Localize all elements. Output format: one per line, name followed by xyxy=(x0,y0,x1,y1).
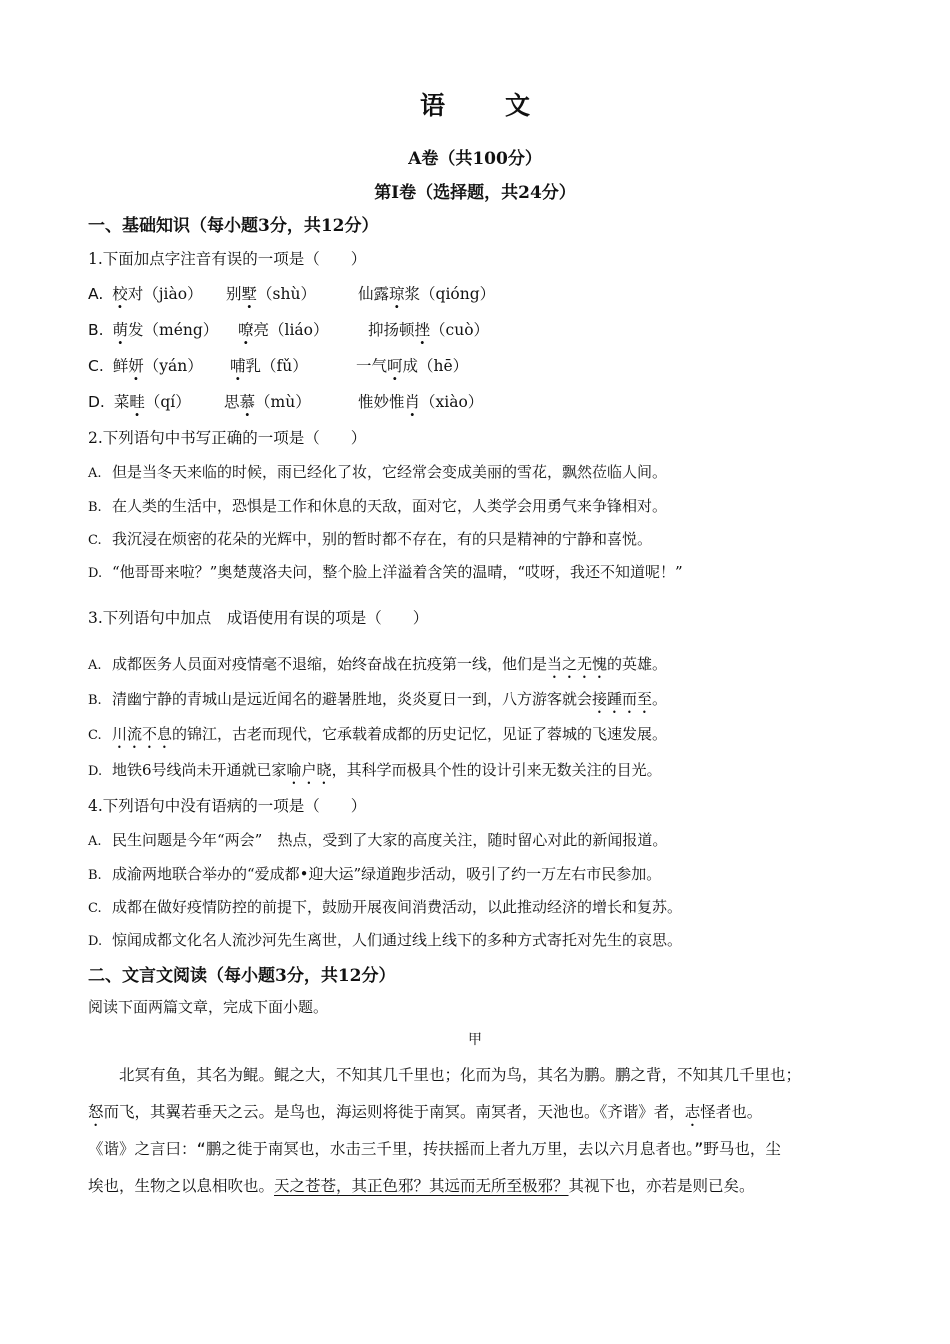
q2-option-b: B. 在人类的生活中，恐惧是工作和休息的天敌，面对它，人类学会用勇气来争锋相对。 xyxy=(88,497,668,515)
q2-option-d: D. “他哥哥来啦？”奥楚蔑洛夫问，整个脸上洋溢着含笑的温晴，“哎呀，我还不知道呢！” xyxy=(88,563,683,581)
q1-option-a-item-2: 别墅（shù） xyxy=(226,285,316,303)
question-4-stem: 4.下列语句中没有语病的一项是（ ） xyxy=(88,797,367,815)
q2-option-c: C. 我沉浸在烦密的花朵的光辉中，别的暂时都不存在，有的只是精神的宁静和喜悦。 xyxy=(88,530,653,548)
q4-option-a: A. 民生问题是今年“两会” 热点，受到了大家的高度关注，随时留心对此的新闻报道。 xyxy=(88,831,668,849)
q1-option-a-item-3: 仙露琼浆（qióng） xyxy=(358,285,496,303)
title-right: 文 xyxy=(505,91,531,120)
q4-option-d: D. 惊闻成都文化名人流沙河先生离世，人们通过线上线下的多种方式寄托对先生的哀思。 xyxy=(88,931,683,949)
passage-mark: 甲 xyxy=(468,1032,482,1048)
q4-option-c: C. 成都在做好疫情防控的前提下，鼓励开展夜间消费活动，以此推动经济的增长和复苏。 xyxy=(88,898,683,916)
q3-option-b: B. 清幽宁静的青城山是远近闻名的避暑胜地，炎炎夏日一到，八方游客就会接踵而至。 xyxy=(88,690,668,708)
q3-a-dotted-idiom: 当之无愧 xyxy=(547,655,608,673)
q3-option-a: A. 成都医务人员面对疫情毫不退缩，始终奋战在抗疫第一线，他们是当之无愧的英雄。 xyxy=(88,655,668,673)
passage-dotted-char-2: 志 xyxy=(684,1103,701,1121)
passage-line-1: 北冥有鱼，其名为鲲。鲲之大，不知其几千里也；化而为鸟，其名为鹏。鹏之背，不知其几千里也； xyxy=(119,1066,802,1084)
q3-c-dotted-idiom: 川流不息 xyxy=(112,725,173,743)
q1-option-c-item-3: 一气呵成（hē） xyxy=(356,357,469,375)
volume-heading: A卷（共100分） xyxy=(408,149,542,169)
section-heading-1: 一、基础知识（每小题3分，共12分） xyxy=(88,216,379,236)
q1-option-b: B. 萌发（méng） xyxy=(88,321,219,339)
reading-instruction: 阅读下面两篇文章，完成下面小题。 xyxy=(88,998,329,1016)
part-heading: 第Ⅰ卷（选择题，共24分） xyxy=(374,183,576,203)
passage-line-3: 《谐》之言曰：“鹏之徙于南冥也，水击三千里，抟扶摇而上者九万里，去以六月息者也。”野马也，尘 xyxy=(88,1140,781,1158)
q3-b-dotted-idiom: 接踵而至 xyxy=(592,690,653,708)
q3-option-c: C. 川流不息的锦江，古老而现代，它承载着成都的历史记忆，见证了蓉城的飞速发展。 xyxy=(88,725,668,743)
passage-line-2: 怒而飞，其翼若垂天之云。是鸟也，海运则将徙于南冥。南冥者，天池也。《齐谐》者，志怪者也。 xyxy=(88,1103,763,1121)
question-3-stem: 3.下列语句中加点 成语使用有误的项是（ ） xyxy=(88,609,429,627)
passage-dotted-char-1: 怒 xyxy=(88,1103,104,1121)
q4-option-b: B. 成渝两地联合举办的“爱成都•迎大运”绿道跑步活动，吸引了约一万左右市民参加。 xyxy=(88,865,662,883)
q1-option-b-item-2: 嘹亮（liáo） xyxy=(238,321,329,339)
q1-option-b-item-3: 抑扬顿挫（cuò） xyxy=(368,321,490,339)
q1-option-d-item-3: 惟妙惟肖（xiào） xyxy=(358,393,484,411)
q1-option-d: D. 菜畦（qí） xyxy=(88,393,191,411)
question-1-stem: 1.下面加点字注音有误的一项是（ ） xyxy=(88,250,367,268)
passage-line-4: 埃也，生物之以息相吹也。天之苍苍，其正色邪？其远而无所至极邪？其视下也，亦若是则已矣。 xyxy=(88,1177,755,1195)
q2-option-a: A. 但是当冬天来临的时候，雨已经化了妆，它经常会变成美丽的雪花，飘然莅临人间。 xyxy=(88,463,668,481)
q1-option-c: C. 鲜妍（yán） xyxy=(88,357,203,375)
q3-d-dotted-idiom: 喻户晓 xyxy=(286,761,332,779)
passage-underlined-sentence: 天之苍苍，其正色邪？其远而无所至极邪？ xyxy=(274,1177,569,1195)
q1-option-d-item-2: 思慕（mù） xyxy=(224,393,311,411)
question-2-stem: 2.下列语句中书写正确的一项是（ ） xyxy=(88,429,367,447)
page-title xyxy=(0,86,950,122)
title-left: 语 xyxy=(419,91,445,120)
q3-option-d: D. 地铁6号线尚未开通就已家喻户晓，其科学而极具个性的设计引来无数关注的目光。 xyxy=(88,761,662,779)
q1-option-c-item-2: 哺乳（fǔ） xyxy=(230,357,308,375)
q1-option-a: A. 校对（jiào） xyxy=(88,285,203,303)
section-heading-2: 二、文言文阅读（每小题3分，共12分） xyxy=(88,966,396,986)
